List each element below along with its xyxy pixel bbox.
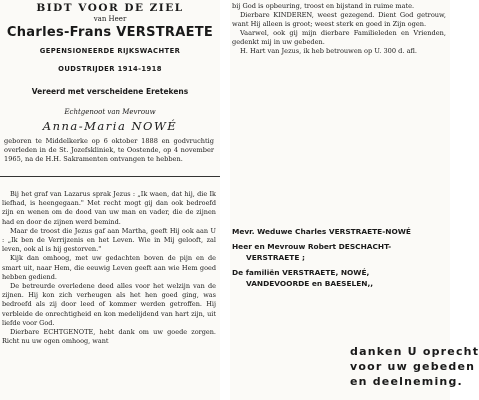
deceased-role: GEPENSIONEERDE RIJKSWACHTER bbox=[39, 47, 181, 55]
thanks-message bbox=[350, 344, 479, 389]
honors-line: Vereerd met verscheidene Eretekens bbox=[31, 87, 189, 96]
biography-text: geboren te Middelkerke op 6 oktober 1888 en godvruchtig overleden in de St. Jozefskliniek, te Oostende, op 4 november 1965, na de H.H. Sakramenten ontvangen te hebben. bbox=[4, 137, 214, 163]
page-gutter bbox=[220, 0, 230, 400]
meditation-paragraph: Bij het graf van Lazarus sprak Jezus : „Ik waen, dat hij, die Ik liefhad, is heengegaan." Met recht mogt gij dan ook bedroefd zijn en wenen om de dood van uw man en vader, die de zijnen had en door de zijnen werd bemind. bbox=[2, 190, 216, 226]
family-line: VERSTRAETE ; bbox=[246, 253, 305, 262]
continued-text bbox=[232, 2, 446, 55]
meditation-paragraph: Dierbare ECHTGENOTE, hebt dank om uw goede zorgen. Richt nu uw ogen omhoog, want bbox=[2, 328, 216, 346]
continued-paragraph: H. Hart van Jezus, ik heb betrouwen op U. 300 d. afl. bbox=[240, 46, 418, 55]
continued-paragraph: Vaarwel, ook gij mijn dierbare Familieleden en Vrienden, gedenkt mij in uw gebeden. bbox=[232, 28, 446, 46]
family-line: De familiën VERSTRAETE, NOWÉ, bbox=[232, 268, 370, 277]
card-heading: BIDT VOOR DE ZIEL bbox=[36, 2, 184, 14]
deceased-name: Charles-Frans VERSTRAETE bbox=[6, 25, 214, 40]
meditation-paragraph: Maar de troost die Jezus gaf aan Martha, geeft Hij ook aan U : „Ik ben de Verrijzenis en het Leven. Wie in Mij gelooft, zal leven, ook al is hij gestorven." bbox=[2, 226, 216, 254]
thanks-line: voor uw gebeden bbox=[350, 360, 476, 373]
family-line: Mevr. Weduwe Charles VERSTRAETE-NOWÉ bbox=[232, 227, 411, 236]
memorial-card-right-page bbox=[230, 0, 479, 400]
thanks-line: en deelneming. bbox=[350, 375, 463, 388]
veteran-line: OUDSTRIJDER 1914-1918 bbox=[58, 65, 162, 73]
meditation-text bbox=[2, 190, 216, 346]
thanks-line: danken U oprecht bbox=[350, 345, 479, 358]
meditation-paragraph: Kijk dan omhoog, met uw gedachten boven de pijn en de smart uit, naar Hem, die eeuwig Leven geeft aan wie Hem goed hebben gediend. bbox=[2, 254, 216, 281]
spouse-label: Echtgenoot van Mevrouw bbox=[64, 108, 156, 116]
family-line: Heer en Mevrouw Robert DESCHACHT- bbox=[232, 242, 392, 251]
spouse-name: Anna-Maria NOWÉ bbox=[42, 119, 178, 133]
continued-paragraph: Dierbare KINDEREN, weest gezegend. Dient God getrouw, want Hij alleen is groot; weest sterk en goed in Zijn ogen. bbox=[232, 10, 446, 28]
of-husband-label: van Heer bbox=[93, 15, 127, 23]
section-divider bbox=[0, 176, 220, 177]
family-list bbox=[232, 226, 448, 289]
continued-paragraph: bij God is opbeuring, troost en bijstand in ruime mate. bbox=[232, 2, 415, 10]
meditation-paragraph: De betreurde overledene deed alles voor het welzijn van de zijnen. Hij kon zich verheugen als het hen goed ging, was bedroefd als zij door leed of kommer werden getroffen. Hij verbleide de onrechtigheid en kon medelijdend van hart zijn, uit liefde voor God. bbox=[2, 282, 216, 327]
family-line: VANDEVOORDE en BAESELEN,, bbox=[246, 279, 374, 288]
memorial-card-left-page bbox=[0, 0, 220, 400]
